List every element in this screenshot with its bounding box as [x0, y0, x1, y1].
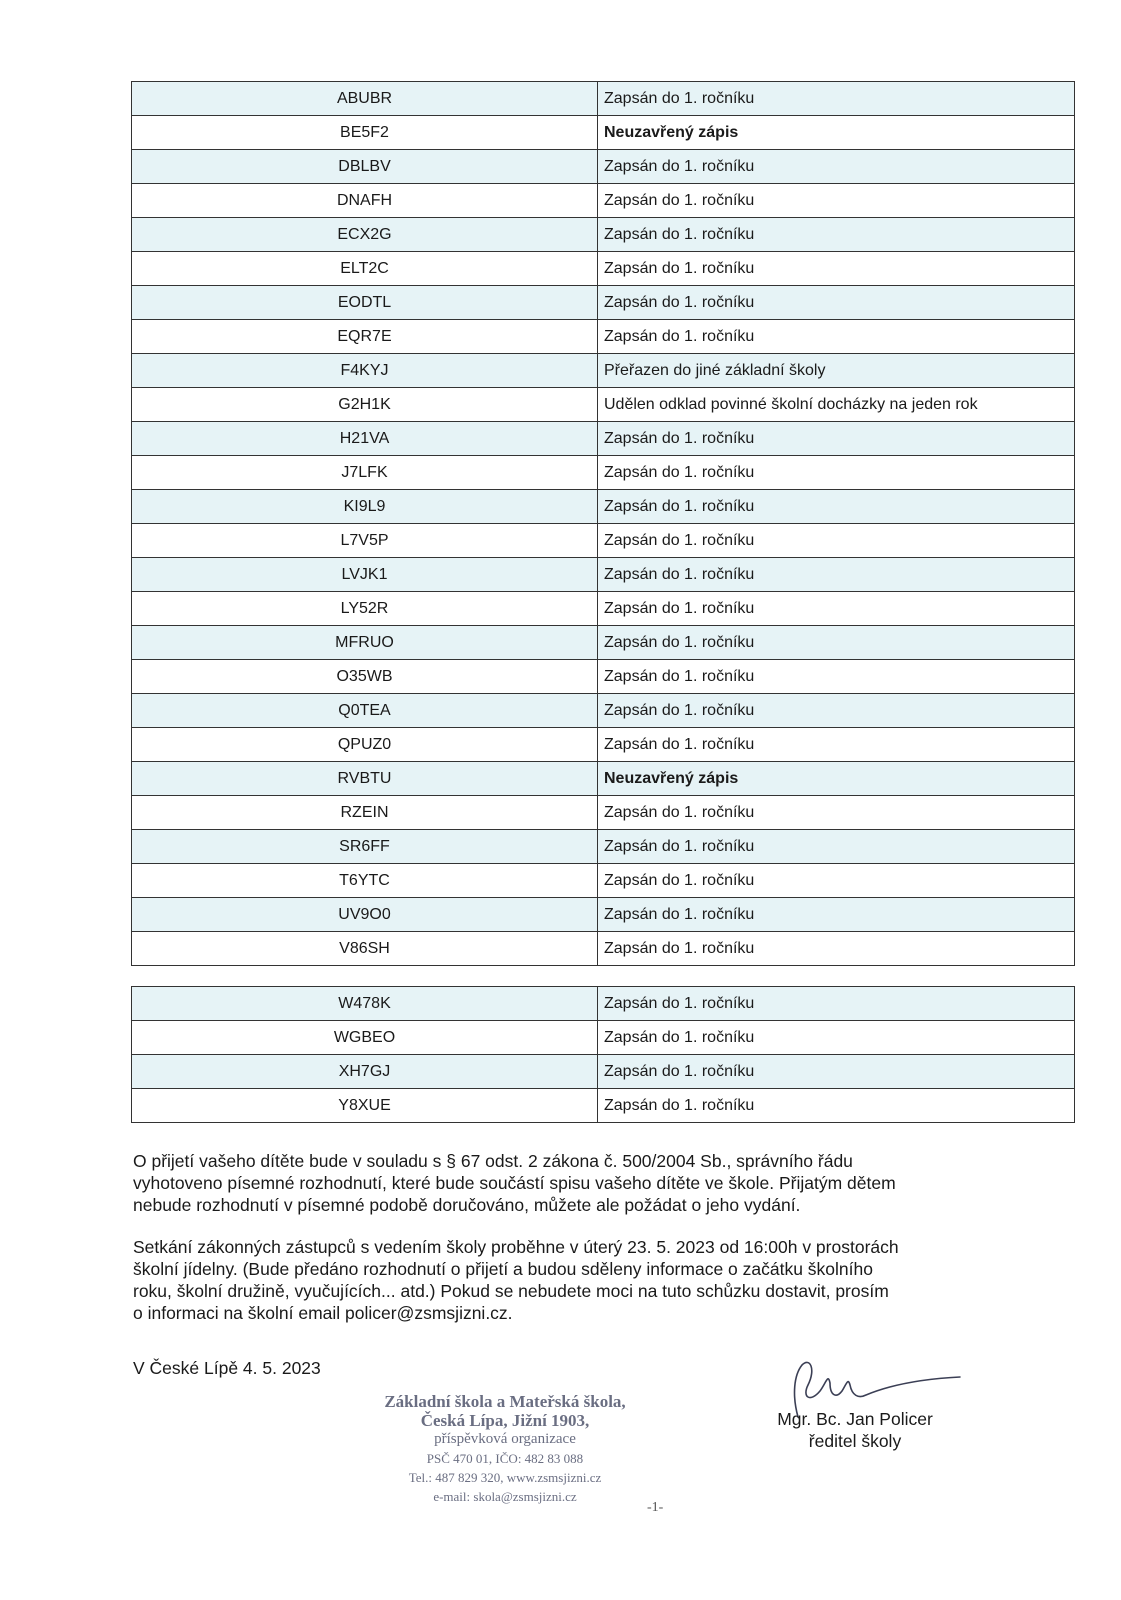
enrollment-status: Zapsán do 1. ročníku — [598, 728, 1075, 762]
applicant-code: O35WB — [132, 660, 598, 694]
enrollment-status: Zapsán do 1. ročníku — [598, 796, 1075, 830]
table-row — [132, 218, 1075, 252]
enrollment-status: Zapsán do 1. ročníku — [598, 150, 1075, 184]
enrollment-results-table — [131, 81, 1075, 966]
table-row — [132, 830, 1075, 864]
table-row — [132, 1089, 1075, 1123]
applicant-code: ECX2G — [132, 218, 598, 252]
enrollment-status: Zapsán do 1. ročníku — [598, 1021, 1075, 1055]
applicant-code: T6YTC — [132, 864, 598, 898]
table-row — [132, 1055, 1075, 1089]
applicant-code: UV9O0 — [132, 898, 598, 932]
meeting-paragraph — [133, 1236, 1043, 1324]
decision-paragraph — [133, 1150, 1043, 1216]
table-row — [132, 524, 1075, 558]
table-row — [132, 150, 1075, 184]
applicant-code: LVJK1 — [132, 558, 598, 592]
enrollment-status: Neuzavřený zápis — [598, 762, 1075, 796]
applicant-code: H21VA — [132, 422, 598, 456]
enrollment-status: Zapsán do 1. ročníku — [598, 490, 1075, 524]
table-row — [132, 796, 1075, 830]
enrollment-status: Zapsán do 1. ročníku — [598, 252, 1075, 286]
table-row — [132, 388, 1075, 422]
table-row — [132, 864, 1075, 898]
stamp-line: Česká Lípa, Jižní 1903, — [420, 1411, 590, 1430]
decision-line: vyhotoveno písemné rozhodnutí, které bude součástí spisu vašeho dítěte ve škole. Přijatým dětem — [133, 1173, 896, 1193]
decision-line: O přijetí vašeho dítěte bude v souladu s § 67 odst. 2 zákona č. 500/2004 Sb., správního řádu — [133, 1151, 853, 1171]
table-row — [132, 252, 1075, 286]
enrollment-status: Zapsán do 1. ročníku — [598, 286, 1075, 320]
signer-block — [745, 1408, 965, 1452]
enrollment-status: Zapsán do 1. ročníku — [598, 694, 1075, 728]
table-row — [132, 626, 1075, 660]
applicant-code: MFRUO — [132, 626, 598, 660]
meeting-line: Setkání zákonných zástupců s vedením školy proběhne v úterý 23. 5. 2023 od 16:00h v prostorách — [133, 1237, 899, 1257]
stamp-line: PSČ 470 01, IČO: 482 83 088 — [426, 1451, 584, 1466]
applicant-code: V86SH — [132, 932, 598, 966]
table-row — [132, 184, 1075, 218]
table-row — [132, 456, 1075, 490]
enrollment-status: Zapsán do 1. ročníku — [598, 987, 1075, 1021]
applicant-code: LY52R — [132, 592, 598, 626]
enrollment-status: Zapsán do 1. ročníku — [598, 932, 1075, 966]
applicant-code: Q0TEA — [132, 694, 598, 728]
enrollment-status: Neuzavřený zápis — [598, 116, 1075, 150]
applicant-code: ELT2C — [132, 252, 598, 286]
table-row — [132, 354, 1075, 388]
enrollment-status: Zapsán do 1. ročníku — [598, 864, 1075, 898]
enrollment-status: Zapsán do 1. ročníku — [598, 184, 1075, 218]
enrollment-status: Zapsán do 1. ročníku — [598, 830, 1075, 864]
enrollment-results-table-continued — [131, 986, 1075, 1123]
enrollment-status: Zapsán do 1. ročníku — [598, 660, 1075, 694]
meeting-line: roku, školní družině, vyučujících... atd.) Pokud se nebudete moci na tuto schůzku dostavit, prosím — [133, 1281, 889, 1301]
stamp-line: e-mail: skola@zsmsjizni.cz — [433, 1489, 577, 1504]
page-number: -1- — [647, 1500, 664, 1515]
applicant-code: KI9L9 — [132, 490, 598, 524]
applicant-code: G2H1K — [132, 388, 598, 422]
enrollment-status: Zapsán do 1. ročníku — [598, 218, 1075, 252]
applicant-code: RVBTU — [132, 762, 598, 796]
enrollment-status: Udělen odklad povinné školní docházky na jeden rok — [598, 388, 1075, 422]
table-row — [132, 898, 1075, 932]
enrollment-status: Zapsán do 1. ročníku — [598, 558, 1075, 592]
enrollment-status: Zapsán do 1. ročníku — [598, 82, 1075, 116]
table-row — [132, 320, 1075, 354]
enrollment-status: Zapsán do 1. ročníku — [598, 898, 1075, 932]
applicant-code: F4KYJ — [132, 354, 598, 388]
applicant-code: DBLBV — [132, 150, 598, 184]
applicant-code: RZEIN — [132, 796, 598, 830]
applicant-code: BE5F2 — [132, 116, 598, 150]
enrollment-status: Zapsán do 1. ročníku — [598, 320, 1075, 354]
enrollment-status: Zapsán do 1. ročníku — [598, 524, 1075, 558]
applicant-code: EODTL — [132, 286, 598, 320]
enrollment-status: Zapsán do 1. ročníku — [598, 626, 1075, 660]
enrollment-status: Zapsán do 1. ročníku — [598, 592, 1075, 626]
enrollment-status: Zapsán do 1. ročníku — [598, 422, 1075, 456]
table-row — [132, 558, 1075, 592]
table-row — [132, 694, 1075, 728]
signer-name: Mgr. Bc. Jan Policer — [777, 1409, 933, 1429]
stamp-line: Základní škola a Mateřská škola, — [384, 1392, 626, 1411]
table-row — [132, 1021, 1075, 1055]
enrollment-status: Zapsán do 1. ročníku — [598, 1089, 1075, 1123]
applicant-code: QPUZ0 — [132, 728, 598, 762]
applicant-code: ABUBR — [132, 82, 598, 116]
applicant-code: W478K — [132, 987, 598, 1021]
applicant-code: DNAFH — [132, 184, 598, 218]
table-row — [132, 490, 1075, 524]
table-row — [132, 987, 1075, 1021]
applicant-code: EQR7E — [132, 320, 598, 354]
place-and-date: V České Lípě 4. 5. 2023 — [133, 1358, 321, 1378]
table-row — [132, 286, 1075, 320]
meeting-line: o informaci na školní email policer@zsmsjizni.cz. — [133, 1303, 513, 1323]
stamp-line: příspěvková organizace — [434, 1431, 576, 1447]
table-row — [132, 728, 1075, 762]
table-row — [132, 592, 1075, 626]
table-row — [132, 932, 1075, 966]
applicant-code: WGBEO — [132, 1021, 598, 1055]
table-row — [132, 116, 1075, 150]
applicant-code: Y8XUE — [132, 1089, 598, 1123]
school-stamp — [340, 1392, 670, 1506]
enrollment-status: Zapsán do 1. ročníku — [598, 1055, 1075, 1089]
applicant-code: XH7GJ — [132, 1055, 598, 1089]
table-row — [132, 660, 1075, 694]
meeting-line: školní jídelny. (Bude předáno rozhodnutí o přijetí a budou sděleny informace o začátku školního — [133, 1259, 873, 1279]
applicant-code: SR6FF — [132, 830, 598, 864]
applicant-code: J7LFK — [132, 456, 598, 490]
stamp-line: Tel.: 487 829 320, www.zsmsjizni.cz — [408, 1470, 602, 1485]
enrollment-status: Přeřazen do jiné základní školy — [598, 354, 1075, 388]
table-row — [132, 762, 1075, 796]
signer-role: ředitel školy — [808, 1431, 902, 1451]
enrollment-status: Zapsán do 1. ročníku — [598, 456, 1075, 490]
table-row — [132, 82, 1075, 116]
table-row — [132, 422, 1075, 456]
applicant-code: L7V5P — [132, 524, 598, 558]
decision-line: nebude rozhodnutí v písemné podobě doručováno, můžete ale požádat o jeho vydání. — [133, 1195, 801, 1215]
